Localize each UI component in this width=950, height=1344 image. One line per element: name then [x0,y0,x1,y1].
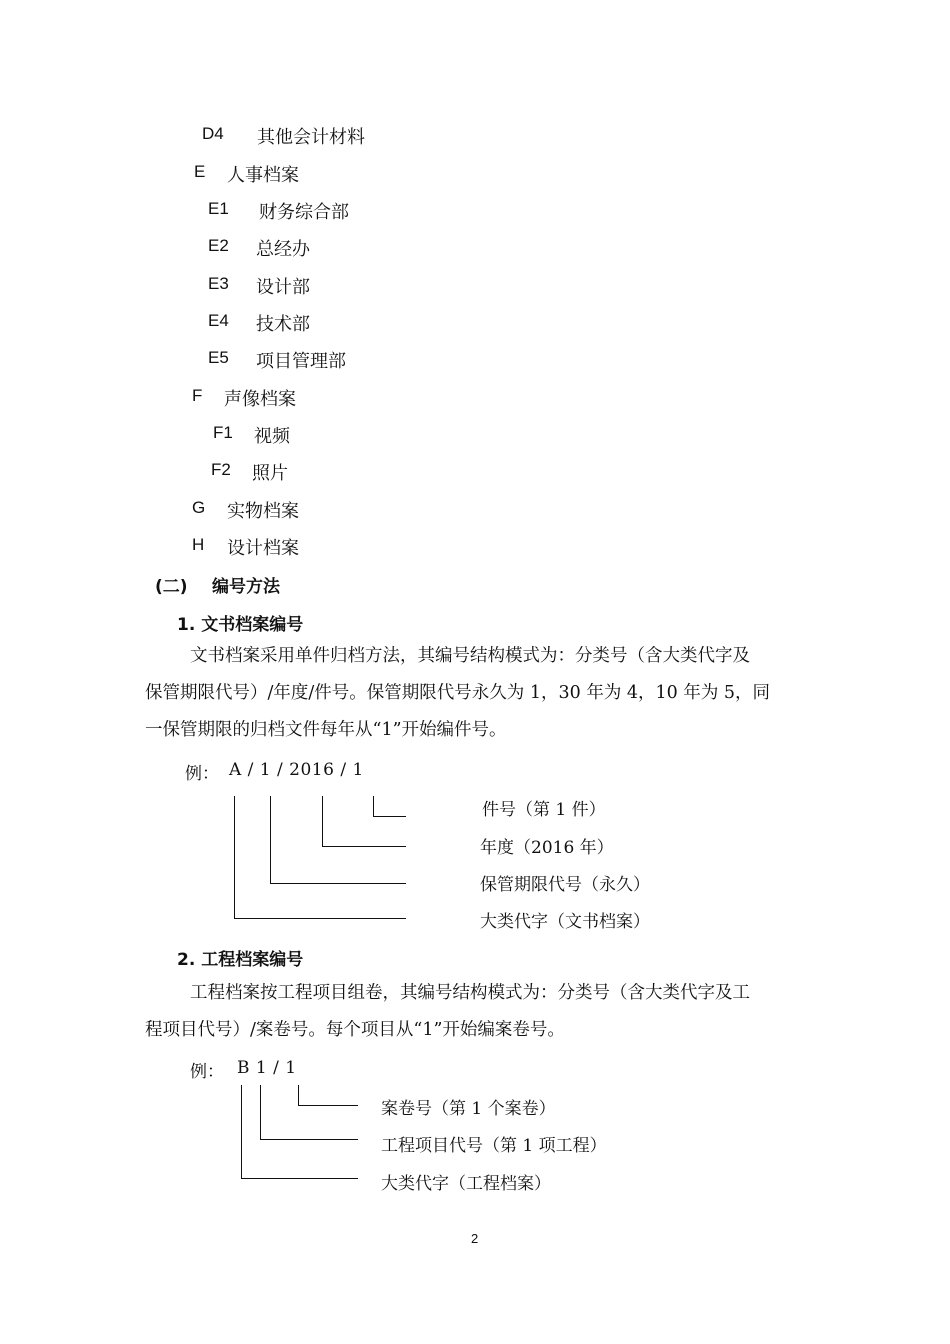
legend-item: 保管期限代号（永久） [480,875,650,895]
section-title: 编号方法 [212,577,280,597]
category-name: 其他会计材料 [257,127,365,148]
category-code: E [194,162,206,181]
category-name: 设计档案 [227,538,299,559]
category-name: 财务综合部 [259,202,349,223]
paragraph-line: 一保管期限的归档文件每年从“1”开始编件号。 [145,720,507,740]
category-name: 技术部 [256,314,310,335]
category-code: F [192,386,203,405]
category-code: E4 [208,311,229,330]
legend-item: 大类代字（文书档案） [480,912,650,932]
category-code: G [192,498,206,517]
example-code: A / 1 / 2016 / 1 [229,760,364,780]
category-code: E5 [208,348,229,367]
category-name: 声像档案 [224,389,296,410]
subsection-title: 2. 工程档案编号 [177,950,304,970]
example-code: B 1 / 1 [237,1058,297,1078]
legend-item: 工程项目代号（第 1 项工程） [381,1136,607,1156]
category-code: H [192,535,205,554]
category-name: 人事档案 [227,165,299,186]
legend-item: 大类代字（工程档案） [381,1174,551,1194]
category-code: F2 [211,460,231,479]
page-number: 2 [471,1231,479,1246]
example-label: 例： [185,764,219,784]
category-name: 设计部 [256,277,310,298]
paragraph-line: 程项目代号）/案卷号。每个项目从“1”开始编案卷号。 [145,1020,565,1040]
category-name: 照片 [252,463,288,484]
category-name: 项目管理部 [256,351,346,372]
category-code: D4 [202,124,224,143]
category-code: E1 [208,199,229,218]
legend-item: 年度（2016 年） [480,838,614,858]
paragraph-line: 保管期限代号）/年度/件号。保管期限代号永久为 1，30 年为 4，10 年为 5，同 [145,683,771,703]
category-code: F1 [213,423,233,442]
category-name: 总经办 [256,239,310,260]
legend-item: 案卷号（第 1 个案卷） [381,1099,556,1119]
category-name: 视频 [254,426,290,447]
legend-item: 件号（第 1 件） [482,800,606,820]
subsection-title: 1. 文书档案编号 [177,615,304,635]
section-number: (二) [155,577,188,597]
paragraph-line: 文书档案采用单件归档方法，其编号结构模式为：分类号（含大类代字及 [190,646,750,666]
category-code: E2 [208,236,229,255]
category-name: 实物档案 [227,501,299,522]
example-label: 例： [190,1062,224,1082]
category-code: E3 [208,274,229,293]
paragraph-line: 工程档案按工程项目组卷，其编号结构模式为：分类号（含大类代字及工 [190,983,750,1003]
